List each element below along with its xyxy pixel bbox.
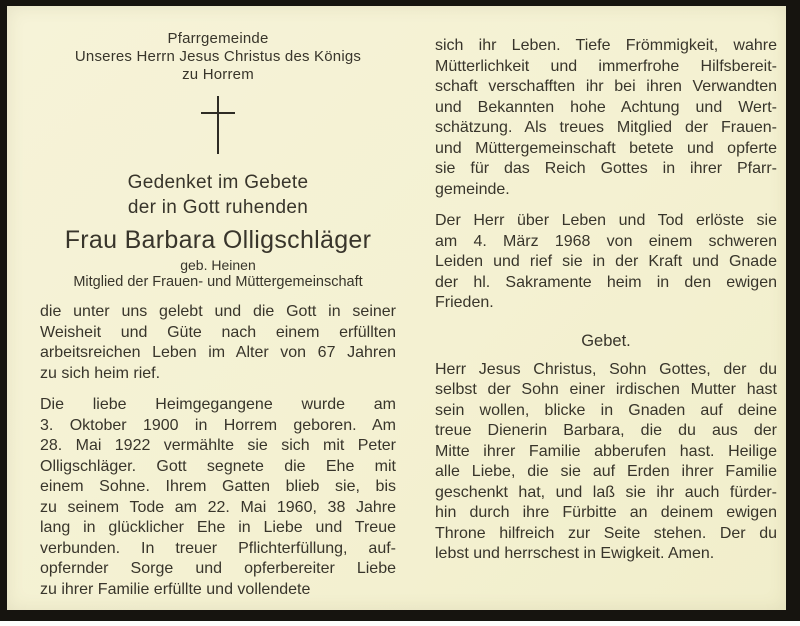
intro-line-1: Gedenket im Gebete [127,172,309,193]
text-line: Leiden und rief sie in der Kraft und Gnade [435,253,777,270]
text-line: lang in glücklicher Ehe in Liebe und Treue [40,519,396,536]
text-line: am 4. März 1968 von einem schweren [435,232,777,250]
text-line: lebst und herrschest in Ewigkeit. Amen. [435,545,715,562]
parish-dedication: Unseres Herrn Jesus Christus des Königs [74,48,362,65]
biography-continued-paragraph [435,36,777,200]
text-line: schaft verschafften ihr bei ihren Verwandten [435,78,777,95]
right-column [435,6,777,565]
deceased-name: Frau Barbara Olligschläger [64,226,372,254]
text-line: zu seinem Tode am 22. Mai 1960, 38 Jahre [40,498,396,516]
text-line: geschenkt hat, und laß sie ihr auch fürder- [435,483,777,501]
text-line: die unter uns gelebt und die Gott in seiner [40,303,396,320]
text-line: und Müttergemeinschaft betete und opferte [435,139,777,157]
text-line: zu sich heim rief. [40,364,161,382]
text-line: und Bekannten hohe Achtung und Wert- [435,98,777,116]
text-line: sein wollen, blicke in Gnaden auf deine [435,401,777,419]
text-line: sich ihr Leben. Tiefe Frömmigkeit, wahre [435,37,777,54]
text-line: 3. Oktober 1900 in Horrem geboren. Am [40,416,396,434]
parish-name: Pfarrgemeinde [167,30,269,47]
text-line: opfernder Sorge und opferbereiter Liebe [40,560,396,577]
prayer-title: Gebet. [581,331,631,350]
text-line: zu ihrer Familie erfüllte und vollendete [40,580,311,598]
text-line: Weisheit und Güte nach einem erfüllten [40,323,396,341]
text-line: alle Liebe, die sie auf Erden ihrer Familie [435,463,777,480]
text-line: selbst der Sohn einer irdischen Mutter hast [435,381,777,398]
text-line: Herr Jesus Christus, Sohn Gottes, der du [435,360,777,378]
maiden-name: geb. Heinen [180,257,256,273]
remembrance-intro [40,170,396,220]
text-line: Olligschläger. Gott segnete die Ehe mit [40,457,396,475]
cross-vertical-bar [217,96,219,154]
cross-horizontal-bar [201,112,235,114]
obituary-paragraph-1 [40,302,396,384]
text-line: verbunden. In treuer Pflichterfüllung, auf- [40,539,396,557]
parish-header [40,30,396,84]
text-line: treue Dienerin Barbara, die du aus der [435,422,777,439]
prayer-paragraph [435,360,777,565]
text-line: einem Sohne. Ihrem Gatten blieb sie, bis [40,478,396,495]
text-line: schätzung. Als treues Mitglied der Frauen- [435,119,777,136]
text-line: Mütterlichkeit und immerfrohe Hilfsbereit- [435,57,777,75]
text-line: sie für das Reich Gottes in ihrer Pfarr- [435,160,777,177]
biography-paragraph [40,395,396,600]
text-line: Frieden. [435,294,494,311]
text-line: Die liebe Heimgegangene wurde am [40,396,396,413]
intro-line-2: der in Gott ruhenden [127,197,309,218]
latin-cross-icon [198,96,238,154]
left-column [40,6,396,600]
text-line: Throne hilfreich zur Seite stehen. Der du [435,524,777,542]
text-line: 28. Mai 1922 vermählte sie sich mit Peter [40,437,396,454]
text-line: Der Herr über Leben und Tod erlöste sie [435,212,777,229]
membership-note: Mitglied der Frauen- und Müttergemeinschaft [73,274,363,290]
death-notice-paragraph [435,211,777,314]
text-line: Mitte ihrer Familie abberufen hast. Heilige [435,442,777,460]
parish-place: zu Horrem [182,66,254,83]
text-line: hin durch ihre Fürbitte an deinem ewigen [435,504,777,521]
card-paper [7,6,786,610]
text-line: arbeitsreichen Leben im Alter von 67 Jahren [40,344,396,361]
text-line: der hl. Sakramente heim in den ewigen [435,273,777,291]
text-line: gemeinde. [435,180,510,198]
